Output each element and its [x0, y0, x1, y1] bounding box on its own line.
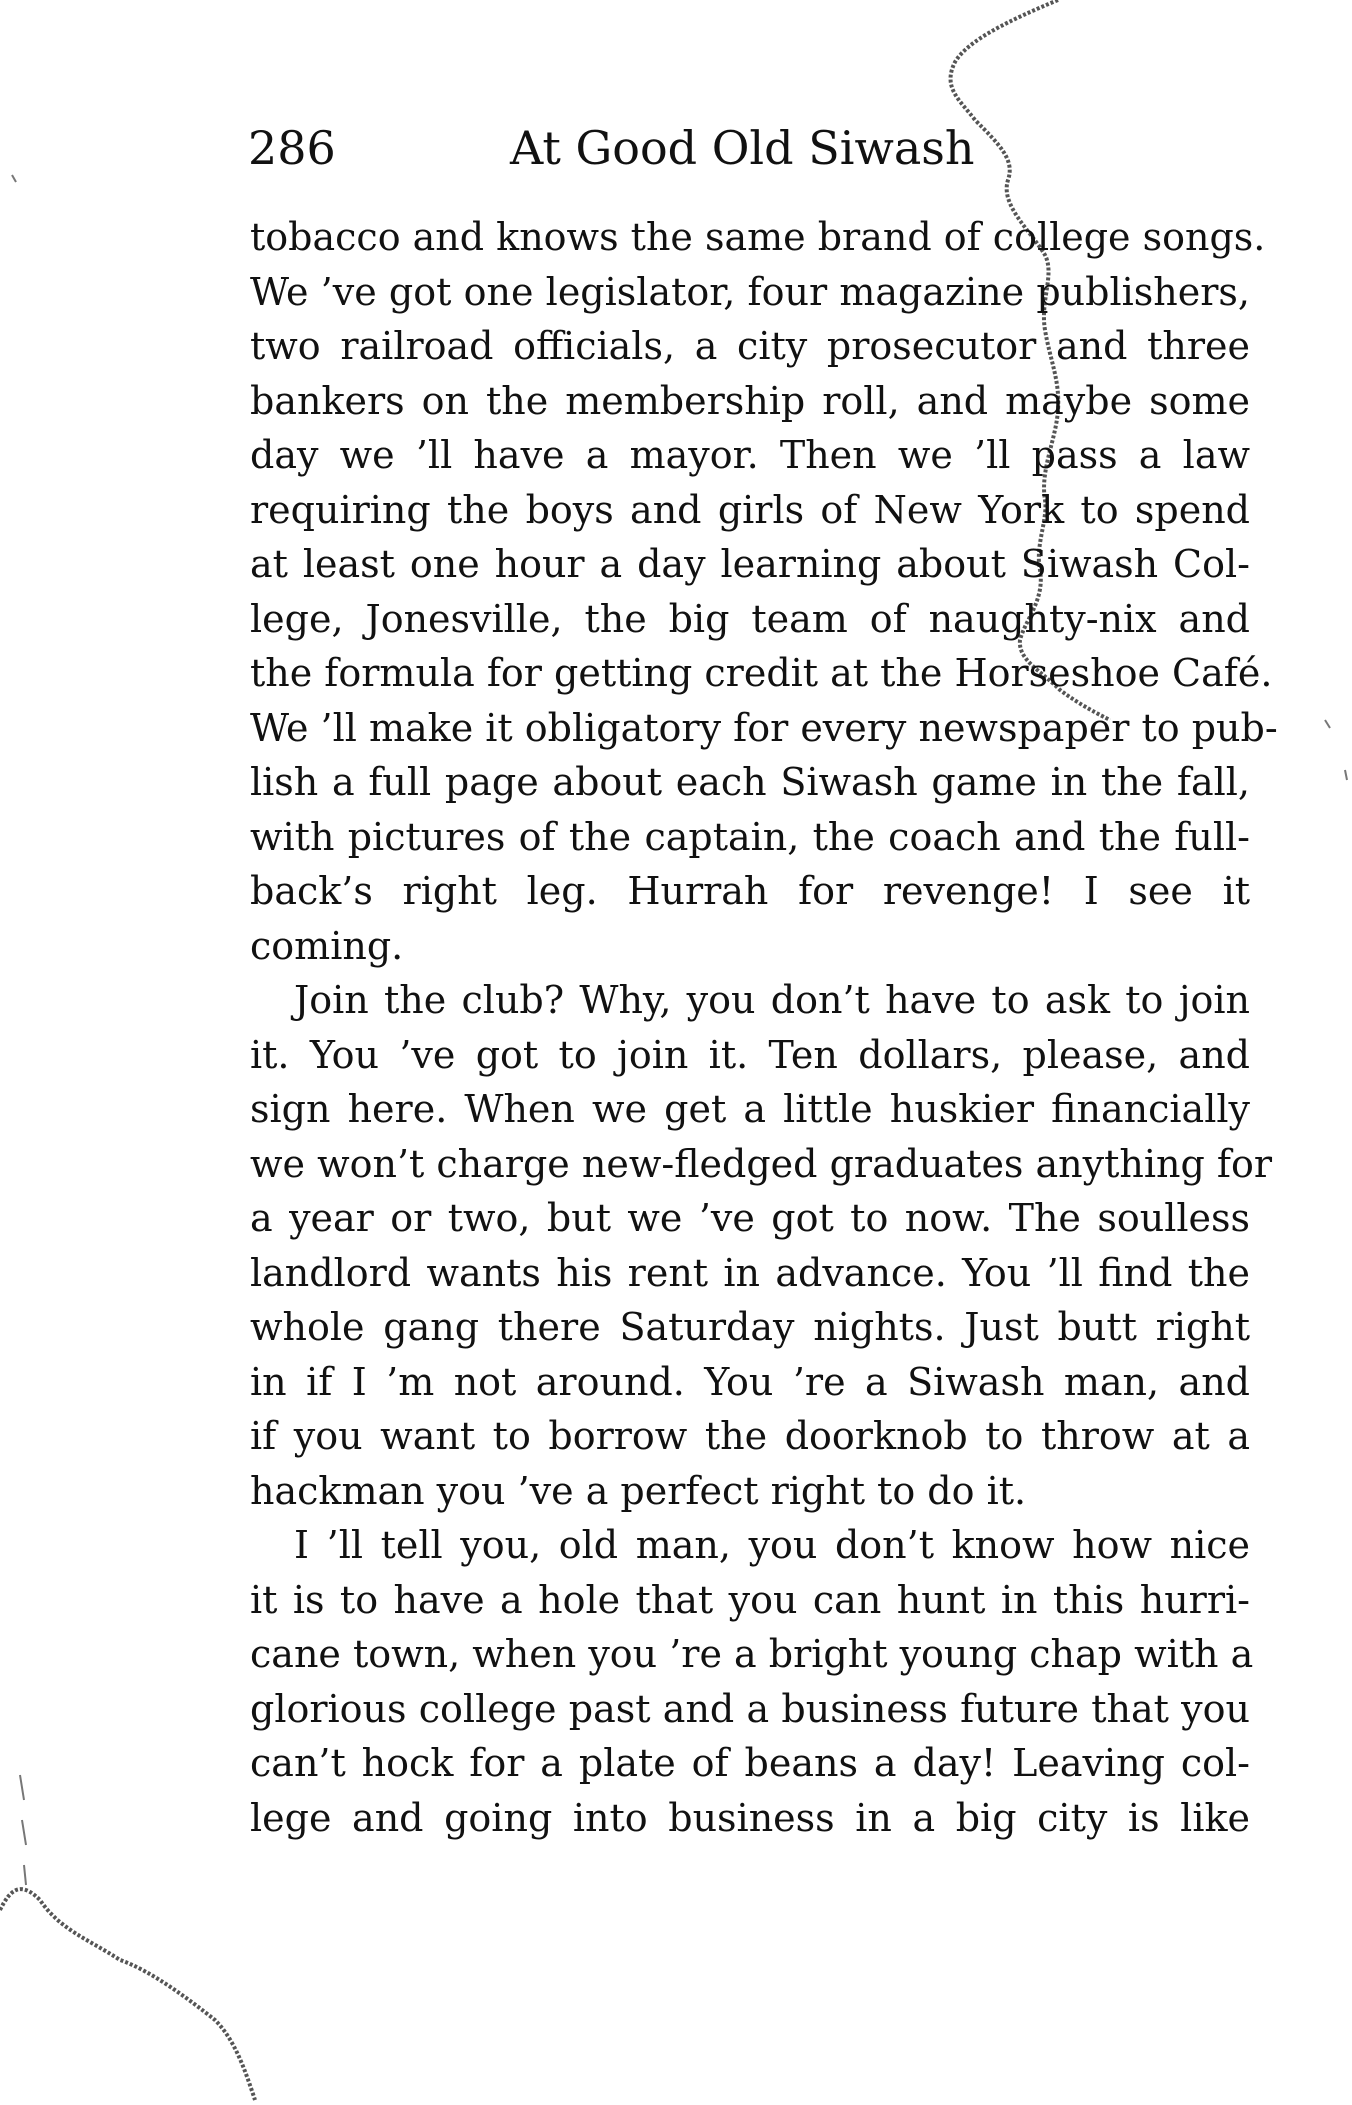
text-line: a year or two, but we ’ve got to now. The soulless [250, 1196, 1250, 1240]
text-line: it. You ’ve got to join it. Ten dollars, please, and [250, 1032, 1250, 1077]
running-head [248, 118, 1028, 178]
text-line: in if I ’m not around. You ’re a Siwash man, and [250, 1359, 1250, 1404]
margin-speck [1345, 770, 1347, 780]
text-line: tobacco and knows the same brand of college songs. [250, 215, 1266, 259]
text-line: landlord wants his rent in advance. You ’ll find the [250, 1250, 1250, 1295]
text-line: sign here. When we get a little huskier financially [250, 1087, 1250, 1131]
page-number: 286 [248, 121, 336, 175]
text-line: lege and going into business in a big city is like [250, 1795, 1250, 1840]
text-line: cane town, when you ’re a bright young chap with a [250, 1632, 1254, 1676]
text-line: hackman you ’ve a perfect right to do it. [250, 1468, 1027, 1513]
text-line: requiring the boys and girls of New York to spend [250, 487, 1250, 532]
text-line: glorious college past and a business future that you [250, 1686, 1250, 1731]
text-line: at least one hour a day learning about Siwash Col- [250, 542, 1250, 586]
text-line: We ’ll make it obligatory for every newspaper to pub- [250, 705, 1278, 750]
text-line: back’s right leg. Hurrah for revenge! I see it [250, 869, 1250, 913]
text-line: whole gang there Saturday nights. Just butt right [250, 1305, 1250, 1349]
margin-speck [12, 175, 16, 182]
margin-speck [1325, 720, 1330, 728]
text-line: Join the club? Why, you don’t have to ask to join [294, 978, 1250, 1022]
text-line: with pictures of the captain, the coach and the full- [250, 814, 1250, 859]
text-line: day we ’ll have a mayor. Then we ’ll pass a law [250, 433, 1250, 477]
text-line: we won’t charge new-fledged graduates anything for [250, 1141, 1272, 1186]
text-line: lege, Jonesville, the big team of naughty-nix and [250, 596, 1250, 641]
text-line: coming. [250, 923, 404, 968]
body-text [250, 210, 1278, 1845]
text-line: two railroad officials, a city prosecutor and three [250, 324, 1250, 368]
text-line: can’t hock for a plate of beans a day! Leaving col- [250, 1741, 1250, 1785]
running-title: At Good Old Siwash [510, 121, 975, 175]
text-line: if you want to borrow the doorknob to throw at a [250, 1414, 1250, 1458]
text-line: lish a full page about each Siwash game in the fall, [250, 760, 1250, 804]
text-line: the formula for getting credit at the Horseshoe Café. [250, 651, 1273, 695]
torn-edge-left-marks [20, 1775, 26, 1885]
torn-edge-bottom-left [0, 1889, 255, 2100]
text-line: bankers on the membership roll, and maybe some [250, 378, 1250, 423]
text-line: We ’ve got one legislator, four magazine publishers, [250, 269, 1250, 314]
text-line: it is to have a hole that you can hunt in this hurri- [250, 1577, 1250, 1622]
text-line: I ’ll tell you, old man, you don’t know how nice [294, 1523, 1250, 1567]
